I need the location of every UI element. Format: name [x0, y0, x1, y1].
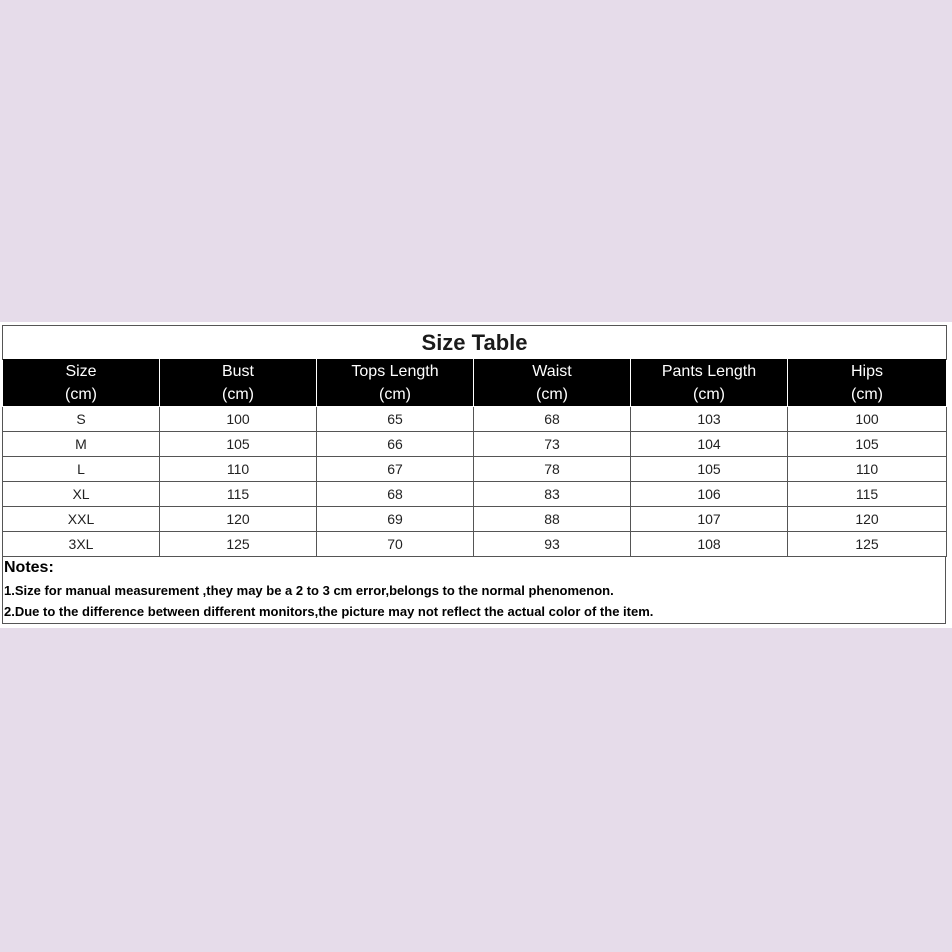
- table-cell: 110: [160, 457, 317, 482]
- table-cell: 68: [474, 407, 631, 432]
- table-cell: 110: [788, 457, 947, 482]
- table-cell: 67: [317, 457, 474, 482]
- size-table: [2, 325, 947, 557]
- table-cell: L: [3, 457, 160, 482]
- table-cell: 66: [317, 432, 474, 457]
- table-cell: 93: [474, 532, 631, 557]
- table-cell: 105: [160, 432, 317, 457]
- table-cell: 3XL: [3, 532, 160, 557]
- column-header-pants-length: Pants Length (cm): [631, 360, 788, 407]
- table-cell: 83: [474, 482, 631, 507]
- column-header-hips: Hips (cm): [788, 360, 947, 407]
- table-row: [3, 532, 947, 557]
- table-cell: 115: [160, 482, 317, 507]
- column-header-bust: Bust (cm): [160, 360, 317, 407]
- table-cell: M: [3, 432, 160, 457]
- note-item: 2.Due to the difference between different monitors,the picture may not reflect the actual color of the item.: [4, 604, 654, 619]
- table-cell: 125: [160, 532, 317, 557]
- table-cell: XL: [3, 482, 160, 507]
- table-row: [3, 407, 947, 432]
- table-cell: 120: [160, 507, 317, 532]
- table-cell: XXL: [3, 507, 160, 532]
- table-cell: 105: [788, 432, 947, 457]
- table-cell: 88: [474, 507, 631, 532]
- column-header-tops-length: Tops Length (cm): [317, 360, 474, 407]
- table-cell: 105: [631, 457, 788, 482]
- table-cell: 100: [160, 407, 317, 432]
- table-cell: 65: [317, 407, 474, 432]
- table-cell: S: [3, 407, 160, 432]
- table-cell: 68: [317, 482, 474, 507]
- table-cell: 69: [317, 507, 474, 532]
- notes-title: Notes:: [4, 559, 54, 576]
- notes-section: [2, 557, 946, 624]
- table-cell: 125: [788, 532, 947, 557]
- table-cell: 100: [788, 407, 947, 432]
- table-row: [3, 482, 947, 507]
- table-cell: 78: [474, 457, 631, 482]
- header-row: [3, 360, 947, 407]
- column-header-size: Size (cm): [3, 360, 160, 407]
- table-row: [3, 432, 947, 457]
- table-cell: 108: [631, 532, 788, 557]
- table-row: [3, 457, 947, 482]
- column-header-waist: Waist (cm): [474, 360, 631, 407]
- note-item: 1.Size for manual measurement ,they may be a 2 to 3 cm error,belongs to the normal phenomenon.: [4, 583, 614, 598]
- table-cell: 103: [631, 407, 788, 432]
- table-cell: 115: [788, 482, 947, 507]
- table-cell: 70: [317, 532, 474, 557]
- table-cell: 106: [631, 482, 788, 507]
- table-cell: 120: [788, 507, 947, 532]
- table-cell: 104: [631, 432, 788, 457]
- table-cell: 107: [631, 507, 788, 532]
- table-title: Size Table: [3, 326, 947, 360]
- table-row: [3, 507, 947, 532]
- table-cell: 73: [474, 432, 631, 457]
- size-chart-panel: [0, 322, 952, 628]
